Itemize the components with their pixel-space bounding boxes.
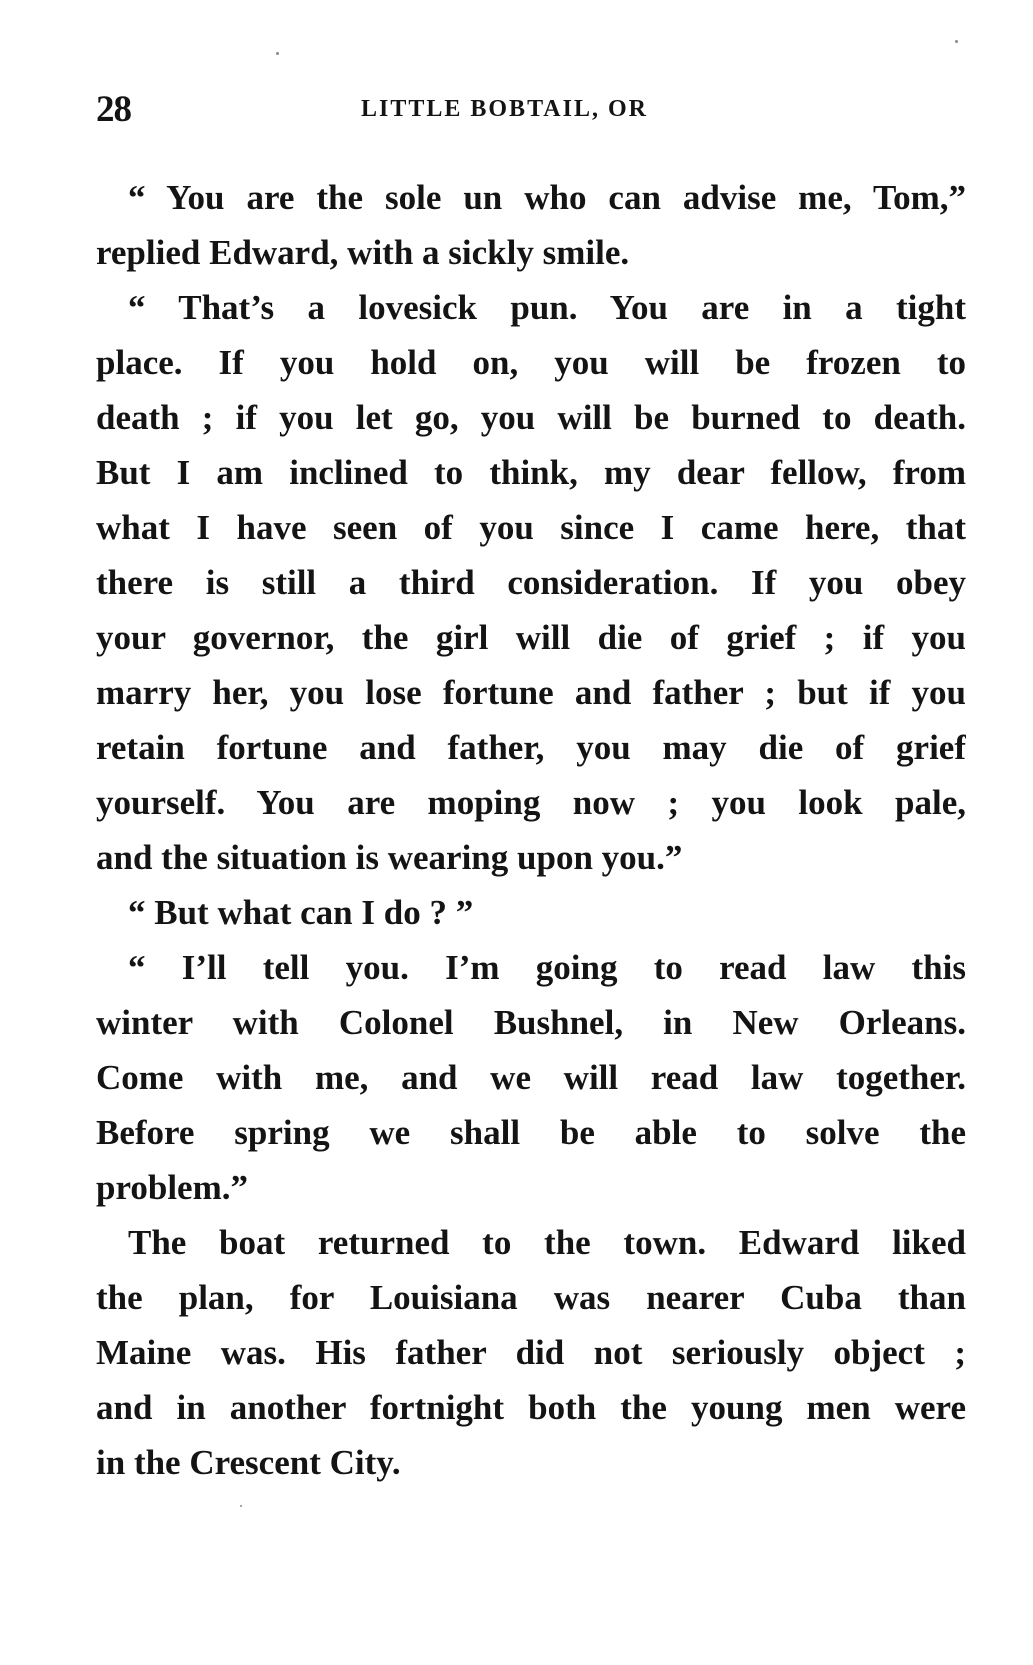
text-line: The boat returned to the town. Edward liked bbox=[128, 1223, 966, 1262]
running-title: LITTLE BOBTAIL, OR bbox=[361, 96, 648, 122]
text-line: “ I’ll tell you. I’m going to read law this bbox=[128, 948, 966, 987]
body-text bbox=[96, 170, 966, 1490]
text-line: there is still a third consideration. If you obey bbox=[96, 563, 966, 602]
text-line: Before spring we shall be able to solve the bbox=[96, 1113, 966, 1152]
paper-speck bbox=[276, 52, 279, 55]
paper-speck bbox=[240, 1505, 242, 1507]
text-line: “ That’s a lovesick pun. You are in a tight bbox=[128, 288, 966, 327]
text-line: the plan, for Louisiana was nearer Cuba than bbox=[96, 1278, 966, 1317]
text-line: and in another fortnight both the young men were bbox=[96, 1388, 966, 1427]
text-line: replied Edward, with a sickly smile. bbox=[96, 233, 630, 272]
text-line: “ You are the sole un who can advise me, Tom,” bbox=[128, 178, 966, 217]
text-line: what I have seen of you since I came here, that bbox=[96, 508, 966, 547]
text-line: Come with me, and we will read law together. bbox=[96, 1058, 966, 1097]
text-line: and the situation is wearing upon you.” bbox=[96, 838, 683, 877]
running-head bbox=[96, 88, 966, 132]
text-line: winter with Colonel Bushnel, in New Orleans. bbox=[96, 1003, 966, 1042]
page-number: 28 bbox=[96, 89, 131, 130]
text-line: But I am inclined to think, my dear fellow, from bbox=[96, 453, 966, 492]
text-line: “ But what can I do ? ” bbox=[128, 893, 474, 932]
text-line: marry her, you lose fortune and father ; but if you bbox=[96, 673, 966, 712]
text-line: problem.” bbox=[96, 1168, 248, 1207]
text-line: retain fortune and father, you may die of grief bbox=[96, 728, 966, 767]
text-line: in the Crescent City. bbox=[96, 1443, 401, 1482]
text-line: place. If you hold on, you will be frozen to bbox=[96, 343, 966, 382]
text-line: yourself. You are moping now ; you look pale, bbox=[96, 783, 966, 822]
text-line: death ; if you let go, you will be burned to death. bbox=[96, 398, 966, 437]
text-line: Maine was. His father did not seriously object ; bbox=[96, 1333, 966, 1372]
text-line: your governor, the girl will die of grief ; if you bbox=[96, 618, 966, 657]
paper-speck bbox=[955, 40, 958, 43]
